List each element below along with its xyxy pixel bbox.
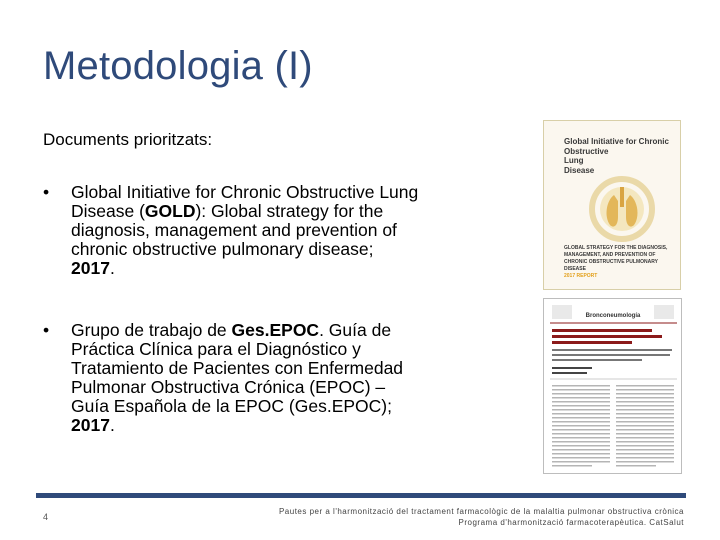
bullet-gesepoc-text: Grupo de trabajo de Ges.EPOC. Guía de Práctica Clínica para el Diagnóstico y Tratamiento de Pacientes con Enfermedad Pulmonar Obstructiva Crónica (EPOC) – Guía Española de la EPOC (Ges.EPOC); 2017. [71, 320, 404, 435]
article-thumbnail-icon [544, 299, 682, 474]
slide-title: Metodologia (I) [43, 44, 313, 88]
bullet-gold [43, 183, 513, 278]
footer-line-2: Programa d'harmonització farmacoterapèutica. CatSalut [458, 518, 684, 527]
footer-line-1: Pautes per a l'harmonització del tractament farmacològic de la malaltia pulmonar obstructiva crònica [278, 507, 684, 516]
journal-name: Bronconeumología [585, 313, 641, 319]
bullet-dot: • [43, 182, 50, 202]
page-number: 4 [43, 512, 49, 522]
gold-cover-report: GLOBAL STRATEGY FOR THE DIAGNOSIS, MANAGEMENT, AND PREVENTION OF CHRONIC OBSTRUCTIVE PULMONARY DISEASE 2017 REPORT [564, 245, 668, 279]
gold-cover-title: Global Initiative for Chronic Obstructive Lung Disease [564, 137, 669, 175]
footer-text [279, 506, 684, 528]
footer-rule [36, 493, 686, 498]
bullet-dot: • [43, 320, 50, 340]
bullet-gesepoc [43, 321, 513, 435]
bullet-gold-text: Global Initiative for Chronic Obstructive Lung Disease (GOLD): Global strategy for the diagnosis, management and prevention of chronic obstructive pulmonary disease; 2017. [71, 182, 419, 278]
gesepoc-article-page [543, 298, 682, 474]
gold-report-cover [543, 120, 681, 290]
slide-subtitle: Documents prioritzats: [43, 130, 213, 149]
